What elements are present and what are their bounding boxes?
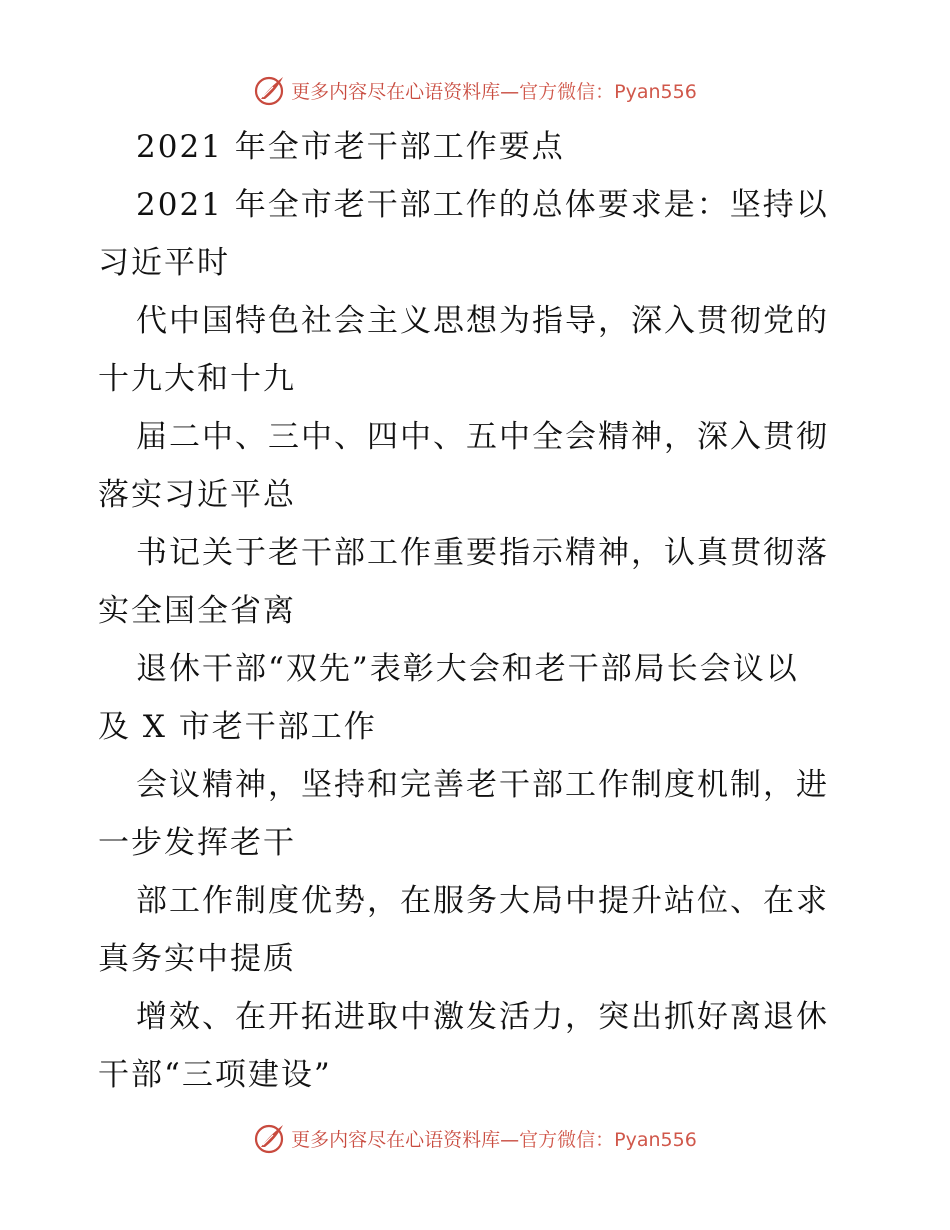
text-line: 实全国全省离 <box>98 593 296 629</box>
header-banner <box>0 70 950 110</box>
quill-logo-icon <box>253 1121 287 1155</box>
text-line: 2021 年全市老干部工作要点 <box>136 129 565 165</box>
text-line: 增效、在开拓进取中激发活力，突出抓好离退休 <box>136 999 829 1035</box>
banner-dash: — <box>500 80 520 103</box>
text-line: 干部“三项建设” <box>98 1057 332 1093</box>
text-line: 2021 年全市老干部工作的总体要求是：坚持以 <box>136 187 829 223</box>
text-line: 届二中、三中、四中、五中全会精神，深入贯彻 <box>136 419 829 455</box>
banner-text <box>291 1125 697 1152</box>
text-line: 及 X 市老干部工作 <box>98 709 377 745</box>
quill-logo-icon <box>253 73 287 107</box>
text-line: 代中国特色社会主义思想为指导，深入贯彻党的 <box>136 303 829 339</box>
text-line: 习近平时 <box>98 245 230 281</box>
text-line: 十九大和十九 <box>98 361 296 397</box>
banner-wechat: 官方微信：Pyan556 <box>519 80 697 103</box>
text-line: 落实习近平总 <box>98 477 296 513</box>
banner-wechat: 官方微信：Pyan556 <box>519 1128 697 1151</box>
banner-text <box>291 77 697 104</box>
footer-banner <box>0 1118 950 1158</box>
text-line: 一步发挥老干 <box>98 825 296 861</box>
text-line: 部工作制度优势，在服务大局中提升站位、在求 <box>136 883 829 919</box>
banner-title: 更多内容尽在心语资料库 <box>291 80 501 103</box>
text-line: 真务实中提质 <box>98 941 296 977</box>
banner-dash: — <box>500 1128 520 1151</box>
text-line: 退休干部“双先”表彰大会和老干部局长会议以 <box>136 651 799 687</box>
banner-title: 更多内容尽在心语资料库 <box>291 1128 501 1151</box>
document-body <box>98 118 858 1104</box>
text-line: 会议精神，坚持和完善老干部工作制度机制，进 <box>136 767 829 803</box>
text-line: 书记关于老干部工作重要指示精神，认真贯彻落 <box>136 535 829 571</box>
